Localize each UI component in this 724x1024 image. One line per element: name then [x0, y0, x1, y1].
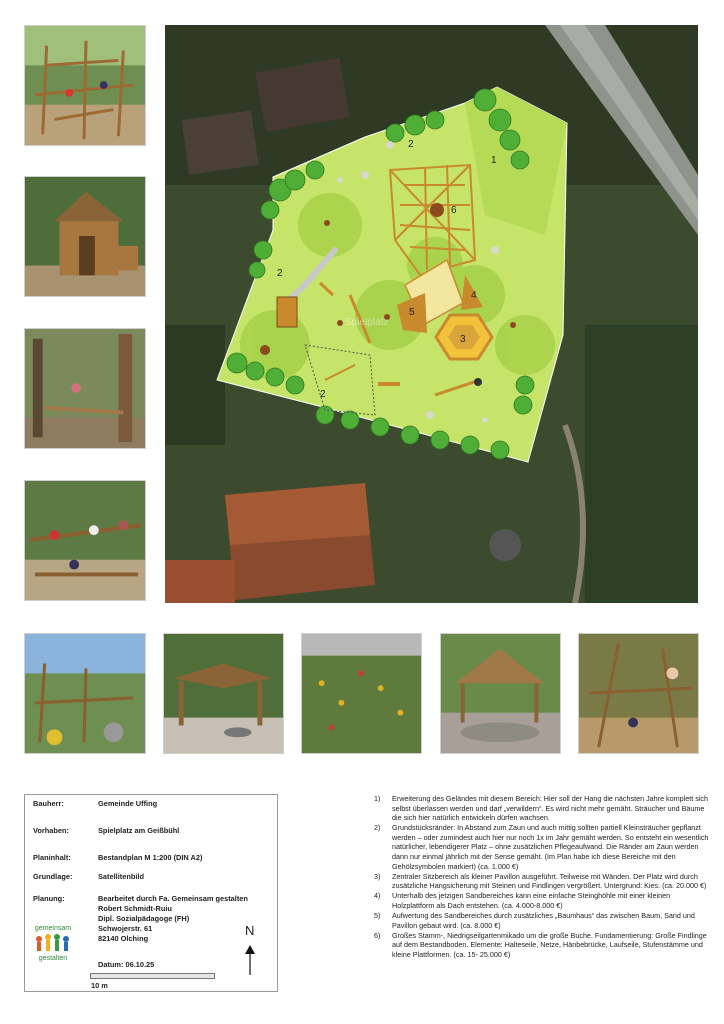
planinhalt-value: Bestandplan M 1:200 (DIN A2) [98, 853, 203, 862]
photo-children-climbing [578, 633, 699, 754]
photo-children-balancing [24, 480, 146, 601]
photo-garden-plants [301, 633, 422, 754]
planung-line: Bearbeitet durch Fa. Gemeinsam gestalten [98, 894, 248, 903]
photo-climbing-frame [24, 633, 146, 754]
north-arrow-icon [244, 945, 256, 975]
note-item: 3) Zentraler Sitzbereich als kleiner Pavillon ausgeführt. Teilweise mit Wänden. Der Platz wird durch zusätzliche Hangsicherung mit Steinen und Findlingen vergrößert. Untergrund: Kies. (ca. 20.000 €) [374, 871, 707, 891]
map-watermark: Spielplatz [345, 317, 389, 328]
beech-tree-marker [430, 203, 444, 217]
map-label-3: 3 [460, 334, 466, 345]
note-item: 2) Grundstücksränder: In Abstand zum Zaun und auch mittig sollten partiell Kleinsträucher gepflanzt werden – oder zumindest auch hier nur noch 1x im Jahr gemäht werden. So entsteht ein wesentlich natürlicher, lebendigerer Platz – ohne zusätzlichen Pflegeaufwand. Die Ränder am Zaun werden dann nur einmal jährlich mit der Sense gemäht. (Im Plan habe ich diese Bereiche mit den Gehölzsymbolen markiert) (ca. 1.000 €) [374, 823, 709, 871]
datum: Datum: 06.10.25 [98, 960, 155, 969]
notes-list [372, 794, 712, 960]
site-plan-map [165, 25, 698, 603]
photo-round-pavilion [440, 633, 561, 754]
note-item: 4) Unterhalb des jetzigen Sandbereiches kann eine einfache Steinghöhle mit einer kleinen Holzplattform als Dach entstehen. (ca. 4.000-8.000 €) [374, 891, 671, 911]
scale-bar [90, 973, 215, 979]
note-item: 1) Erweiterung des Geländes mit diesem Bereich: Hier soll der Hang die nächsten Jahre komplett sich selbst überlassen werden und darf „verwildern“. Es wird nicht mehr gemäht. Sträucher und Bäume die sich hier natürlich entwickeln dürfen wachsen. [374, 794, 709, 823]
map-label-2-left: 2 [277, 268, 283, 279]
scale-label: 10 m [91, 981, 108, 990]
planung-label: Planung: [33, 894, 65, 903]
note-item: 6) Großes Stamm-, Niedrigseilgartenmikado um die große Buche. Fundamentierung: Große Findlinge auf dem Bestandboden. Elemente: Halteseile, Netze, Hänbebrücke, Laufseile, Stufenstämme und kleine Plattformen. (ca. 15- 25.000 €) [374, 930, 707, 959]
map-label-1: 1 [491, 155, 497, 166]
svg-text:gestalten: gestalten [38, 955, 68, 962]
vorhaben-value: Spielplatz am Geißbühl [98, 826, 180, 835]
note-item: 5) Aufwertung des Sandbereiches durch zusätzliches „Baumhaus“ das zwischen Baum, Sand und Pavillon gebaut wird. (ca. 8.000 €) [374, 911, 695, 930]
north-label: N [245, 923, 255, 938]
vorhaben-label: Vorhaben: [33, 826, 69, 835]
map-label-5: 5 [409, 307, 415, 318]
photo-climbing-structure [24, 25, 146, 146]
bauherr-value: Gemeinde Uffing [98, 799, 158, 808]
planung-line: Dipl. Sozialpädagoge (FH) [98, 914, 190, 923]
gemeinsam-gestalten-logo [29, 922, 77, 962]
photo-wooden-hut [24, 176, 146, 297]
photo-forest-play [24, 328, 146, 449]
svg-text:gemeinsam: gemeinsam [34, 925, 72, 932]
title-block [24, 794, 278, 992]
map-label-4: 4 [471, 290, 477, 301]
planung-line: 82140 Olching [98, 934, 149, 943]
planinhalt-label: Planinhalt: [33, 853, 71, 862]
grundlage-label: Grundlage: [33, 872, 73, 881]
grundlage-value: Satellitenbild [98, 872, 144, 881]
map-label-6: 6 [451, 205, 457, 216]
photo-pavilion-firepit [163, 633, 284, 754]
map-label-2-top: 2 [408, 139, 414, 150]
bauherr-label: Bauherr: [33, 799, 64, 808]
planung-line: Schwojerstr. 61 [98, 924, 153, 933]
map-label-2-bottom: 2 [320, 389, 326, 400]
planung-line: Robert Schmidt-Ruiu [98, 904, 172, 913]
